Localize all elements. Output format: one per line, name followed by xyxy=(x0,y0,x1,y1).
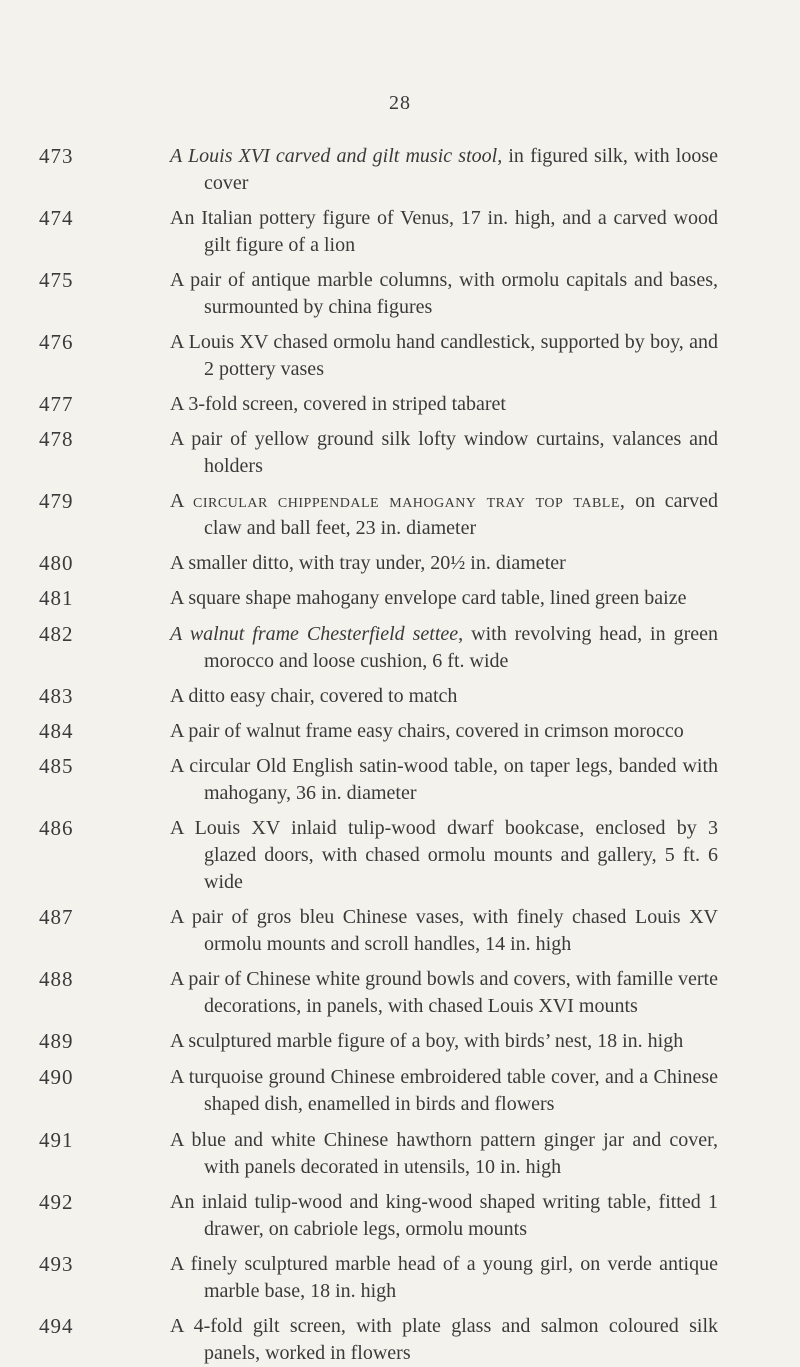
lot-number: 494 xyxy=(39,1314,74,1338)
lot-description-text: A circular Old English satin-wood table, on taper legs, banded with mahogany, 36 in. diameter xyxy=(170,755,718,804)
lot-entry xyxy=(0,329,800,383)
lot-entry xyxy=(0,815,800,896)
page-number: 28 xyxy=(389,92,411,114)
lot-description-text: A Louis XV inlaid tulip-wood dwarf bookcase, enclosed by 3 glazed doors, with chased ormolu mounts and gallery, 5 ft. 6 wide xyxy=(170,817,718,893)
lot-number: 473 xyxy=(39,144,74,168)
lot-number: 488 xyxy=(39,967,74,991)
lot-description-text: in figured silk, with loose cover xyxy=(204,145,718,194)
lot-description-text: circular chippendale mahogany tray top table, xyxy=(193,490,626,512)
lot-entry xyxy=(0,718,800,745)
lot-description-text: on carved claw and ball feet, 23 in. diameter xyxy=(204,490,719,539)
lot-entry xyxy=(0,391,800,418)
lot-number: 479 xyxy=(39,489,74,513)
lot-description xyxy=(170,585,718,612)
lot-description-text: A blue and white Chinese hawthorn pattern ginger jar and cover, with panels decorated in utensils, 10 in. high xyxy=(170,1129,718,1178)
lot-description xyxy=(170,1064,718,1118)
lot-description xyxy=(170,904,718,958)
lot-number: 491 xyxy=(39,1128,74,1152)
lot-description xyxy=(170,683,718,710)
lot-description-text: A ditto easy chair, covered to match xyxy=(170,685,458,707)
lot-number: 483 xyxy=(39,684,74,708)
lot-description-text: A square shape mahogany envelope card table, lined green baize xyxy=(170,587,687,609)
lot-description-text: A pair of walnut frame easy chairs, covered in crimson morocco xyxy=(170,720,684,742)
lot-description-text: A pair of yellow ground silk lofty window curtains, valances and holders xyxy=(170,428,718,477)
lot-description xyxy=(170,267,718,321)
lot-entry xyxy=(0,753,800,807)
lot-description xyxy=(170,621,718,675)
lot-description-text: A 4-fold gilt screen, with plate glass and salmon coloured silk panels, worked in flowers xyxy=(170,1315,718,1364)
lot-number: 474 xyxy=(39,206,74,230)
lot-number: 476 xyxy=(39,330,74,354)
lot-description xyxy=(170,1028,718,1055)
lot-description xyxy=(170,550,718,577)
lot-entry xyxy=(0,1189,800,1243)
lot-entry xyxy=(0,1313,800,1367)
lot-description xyxy=(170,391,718,418)
lot-number: 477 xyxy=(39,392,74,416)
lot-entry xyxy=(0,1064,800,1118)
lot-description-text: An inlaid tulip-wood and king-wood shaped writing table, fitted 1 drawer, on cabriole legs, ormolu mounts xyxy=(170,1191,718,1240)
lot-number: 482 xyxy=(39,622,74,646)
lot-entry xyxy=(0,621,800,675)
lot-description-text: A finely sculptured marble head of a young girl, on verde antique marble base, 18 in. high xyxy=(170,1253,718,1302)
lot-description-text: A 3-fold screen, covered in striped tabaret xyxy=(170,393,506,415)
lot-description xyxy=(170,1189,718,1243)
lot-entry xyxy=(0,205,800,259)
lot-entry xyxy=(0,550,800,577)
lot-entry xyxy=(0,1028,800,1055)
lot-description-text: A walnut frame Chesterfield settee, xyxy=(170,623,464,645)
lot-number: 490 xyxy=(39,1065,74,1089)
lot-description-text: with revolving head, in green morocco and loose cushion, 6 ft. wide xyxy=(204,623,718,672)
lot-description xyxy=(170,329,718,383)
lot-description-text: A pair of gros bleu Chinese vases, with finely chased Louis XV ormolu mounts and scroll handles, 14 in. high xyxy=(170,906,718,955)
lot-number: 493 xyxy=(39,1252,74,1276)
lot-number: 492 xyxy=(39,1190,74,1214)
lot-description-text: An Italian pottery figure of Venus, 17 in. high, and a carved wood gilt figure of a lion xyxy=(170,207,718,256)
lot-description xyxy=(170,1313,718,1367)
lot-entry xyxy=(0,1251,800,1305)
lot-number: 486 xyxy=(39,816,74,840)
lot-entry xyxy=(0,683,800,710)
lot-entry xyxy=(0,426,800,480)
lot-entry xyxy=(0,488,800,542)
lot-description xyxy=(170,488,719,542)
lot-description-text: A smaller ditto, with tray under, 20½ in. diameter xyxy=(170,552,566,574)
lot-description-text: A turquoise ground Chinese embroidered table cover, and a Chinese shaped dish, enamelled in birds and flowers xyxy=(170,1066,718,1115)
lot-description xyxy=(170,1127,718,1181)
lot-number: 487 xyxy=(39,905,74,929)
lot-description xyxy=(170,143,718,197)
lot-number: 478 xyxy=(39,427,74,451)
lot-description-text: A Louis XV chased ormolu hand candlestick, supported by boy, and 2 pottery vases xyxy=(170,331,718,380)
lot-description xyxy=(170,426,718,480)
lot-description-text: A Louis XVI carved and gilt music stool, xyxy=(170,145,503,167)
lot-description xyxy=(170,753,718,807)
lot-description-text: A pair of Chinese white ground bowls and covers, with famille verte decorations, in panels, with chased Louis XVI mounts xyxy=(170,968,718,1017)
lot-description xyxy=(170,815,718,896)
lot-description xyxy=(170,966,718,1020)
lot-number: 481 xyxy=(39,586,74,610)
lot-entry xyxy=(0,1127,800,1181)
lot-entry xyxy=(0,966,800,1020)
lot-description xyxy=(170,1251,718,1305)
lot-number: 475 xyxy=(39,268,74,292)
lot-number: 485 xyxy=(39,754,74,778)
lot-entry xyxy=(0,267,800,321)
lot-list xyxy=(0,143,800,1367)
lot-entry xyxy=(0,585,800,612)
lot-entry xyxy=(0,143,800,197)
lot-description-text: A xyxy=(170,490,193,512)
lot-description xyxy=(170,205,718,259)
lot-description xyxy=(170,718,718,745)
lot-number: 480 xyxy=(39,551,74,575)
lot-description-text: A sculptured marble figure of a boy, with birds’ nest, 18 in. high xyxy=(170,1030,684,1052)
lot-description-text: A pair of antique marble columns, with ormolu capitals and bases, surmounted by china figures xyxy=(170,269,718,318)
lot-number: 489 xyxy=(39,1029,74,1053)
lot-number: 484 xyxy=(39,719,74,743)
lot-entry xyxy=(0,904,800,958)
